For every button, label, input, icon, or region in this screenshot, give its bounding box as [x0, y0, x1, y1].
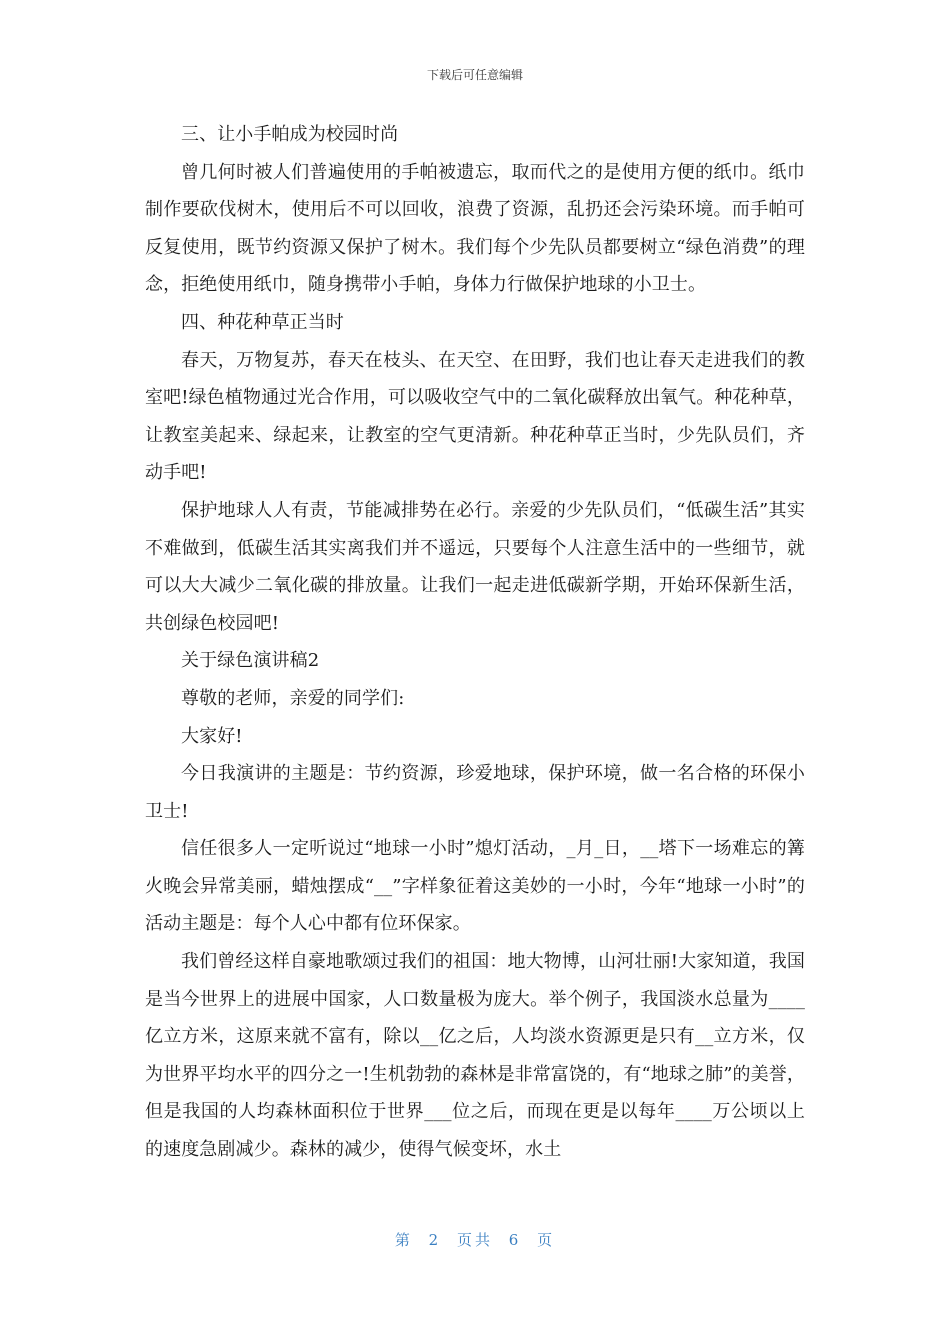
paragraph: 信任很多人一定听说过“地球一小时”熄灯活动，_月_日，__塔下一场难忘的篝火晚会异常美丽，蜡烛摆成“__”字样象征着这美妙的一小时，今年“地球一小时”的活动主题是：每个人心中都有位环保家。: [145, 838, 805, 935]
paragraph: 我们曾经这样自豪地歌颂过我们的祖国：地大物博，山河壮丽!大家知道，我国是当今世界上的进展中国家，人口数量极为庞大。举个例子，我国淡水总量为____亿立方米，这原来就不富有，除以__亿之后，人均淡水资源更是只有__立方米，仅为世界平均水平的四分之一!生机勃勃的森林是非常富饶的，有“地球之肺”的美誉，但是我国的人均森林面积位于世界___位之后，而现在更是以每年____万公顷以上的速度急剧减少。森林的减少，使得气候变坏，水土: [145, 951, 805, 1161]
paragraph: 保护地球人人有责，节能减排势在必行。亲爱的少先队员们，“低碳生活”其实不难做到，低碳生活其实离我们并不遥远，只要每个人注意生活中的一些细节，就可以大大减少二氧化碳的排放量。让我们一起走进低碳新学期，开始环保新生活，共创绿色校园吧!: [145, 499, 805, 634]
document-body: [145, 116, 805, 1169]
speech-title: 关于绿色演讲稿2: [181, 650, 320, 672]
paragraph: 春天，万物复苏，春天在枝头、在天空、在田野，我们也让春天走进我们的教室吧!绿色植物通过光合作用，可以吸收空气中的二氧化碳释放出氧气。种花种草，让教室美起来、绿起来，让教室的空气更清新。种花种草正当时，少先队员们，齐动手吧!: [145, 349, 805, 484]
greeting: 大家好!: [181, 725, 243, 747]
page-number-footer: 第 2 页共 6 页: [394, 1231, 556, 1249]
paragraph: 今日我演讲的主题是：节约资源，珍爱地球，保护环境，做一名合格的环保小卫士!: [145, 763, 805, 822]
section-heading-4: 四、种花种草正当时: [181, 311, 344, 333]
section-heading-3: 三、让小手帕成为校园时尚: [181, 124, 399, 145]
paragraph: 曾几何时被人们普遍使用的手帕被遗忘，取而代之的是使用方便的纸巾。纸巾制作要砍伐树木，使用后不可以回收，浪费了资源，乱扔还会污染环境。而手帕可反复使用，既节约资源又保护了树木。我们每个少先队员都要树立“绿色消费”的理念，拒绝使用纸巾，随身携带小手帕，身体力行做保护地球的小卫士。: [145, 161, 805, 296]
salutation: 尊敬的老师，亲爱的同学们:: [181, 687, 405, 709]
page-header: 下载后可任意编辑: [426, 68, 523, 82]
